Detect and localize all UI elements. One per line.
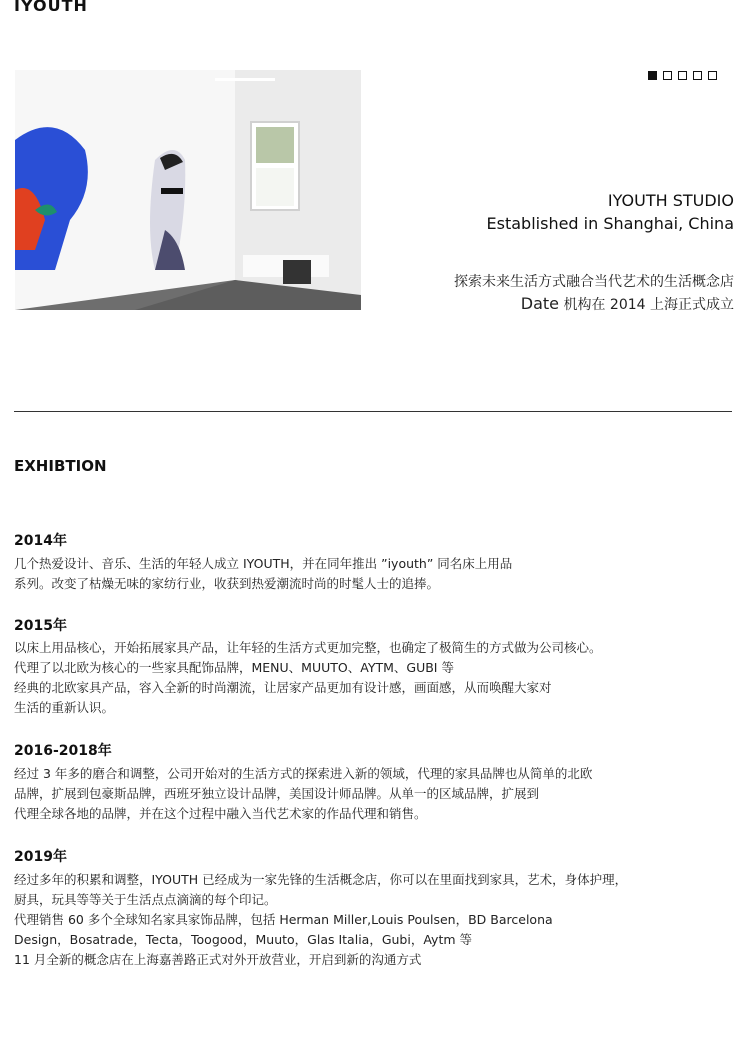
studio-info	[487, 189, 734, 235]
year-heading-2019: 2019年	[14, 849, 67, 865]
year-heading-2016-2018: 2016-2018年	[14, 743, 112, 759]
paragraph-line: 代理了以北欧为核心的一些家具配饰品牌，MENU、MUUTO、AYTM、GUBI 等	[14, 660, 454, 675]
carousel-dot-2[interactable]	[663, 71, 672, 80]
carousel-dot-1[interactable]	[648, 71, 657, 80]
gallery-photo	[15, 70, 361, 310]
studio-location: Established in Shanghai, China	[486, 214, 734, 233]
studio-name: IYOUTH STUDIO	[607, 191, 734, 210]
paragraph-line: 厨具，玩具等等关于生活点点滴滴的每个印记。	[14, 892, 277, 907]
paragraph-line: 经过多年的积累和调整，IYOUTH 已经成为一家先锋的生活概念店，你可以在里面找到家具，艺术，身体护理，	[14, 872, 628, 887]
date-text: 机构在 2014 上海正式成立	[559, 297, 734, 313]
carousel-indicators	[648, 71, 717, 80]
carousel-dot-3[interactable]	[678, 71, 687, 80]
paragraph-line: 品牌，扩展到包豪斯品牌，西班牙独立设计品牌，美国设计师品牌。从单一的区域品牌，扩展到	[14, 786, 540, 801]
carousel-dot-4[interactable]	[693, 71, 702, 80]
paragraph-line: 几个热爱设计、音乐、生活的年轻人成立 IYOUTH，并在同年推出 ”iyouth” 同名床上用品	[14, 556, 513, 571]
paragraph-line: 代理销售 60 多个全球知名家具家饰品牌，包括 Herman Miller,Louis Poulsen，BD Barcelona	[14, 912, 553, 927]
history-paragraph-2016-2018	[14, 764, 592, 824]
history-paragraph-2014	[14, 554, 512, 594]
paragraph-line: 经过 3 年多的磨合和调整，公司开始对的生活方式的探索进入新的领域，代理的家具品牌也从简单的北欧	[14, 766, 593, 781]
paragraph-line: 经典的北欧家具产品，容入全新的时尚潮流，让居家产品更加有设计感，画面感，从而唤醒大家对	[14, 680, 552, 695]
year-heading-2014: 2014年	[14, 533, 67, 549]
exhibition-heading: EXHIBTION	[14, 457, 107, 475]
paragraph-line: 11 月全新的概念店在上海嘉善路正式对外开放营业，开启到新的沟通方式	[14, 952, 422, 967]
studio-date-line	[454, 293, 734, 316]
year-heading-2015: 2015年	[14, 618, 67, 634]
gallery-room-illustration	[15, 70, 361, 310]
studio-intro	[454, 271, 734, 316]
carousel-dot-5[interactable]	[708, 71, 717, 80]
brand-logo: IYOUTH	[14, 0, 88, 15]
paragraph-line: 以床上用品核心，开始拓展家具产品，让年轻的生活方式更加完整，也确定了极简生的方式做为公司核心。	[14, 640, 602, 655]
history-paragraph-2015	[14, 638, 602, 718]
date-label: Date	[520, 294, 560, 313]
paragraph-line: 系列。改变了枯燥无味的家纺行业，收获到热爱潮流时尚的时髦人士的追捧。	[14, 576, 440, 591]
paragraph-line: 代理全球各地的品牌，并在这个过程中融入当代艺术家的作品代理和销售。	[14, 806, 427, 821]
paragraph-line: 生活的重新认识。	[14, 700, 115, 715]
studio-tagline: 探索未来生活方式融合当代艺术的生活概念店	[454, 274, 734, 290]
paragraph-line: Design，Bosatrade，Tecta，Toogood，Muuto，Glas Italia，Gubi，Aytm 等	[14, 932, 472, 947]
history-paragraph-2019	[14, 870, 627, 970]
section-divider	[14, 411, 732, 412]
